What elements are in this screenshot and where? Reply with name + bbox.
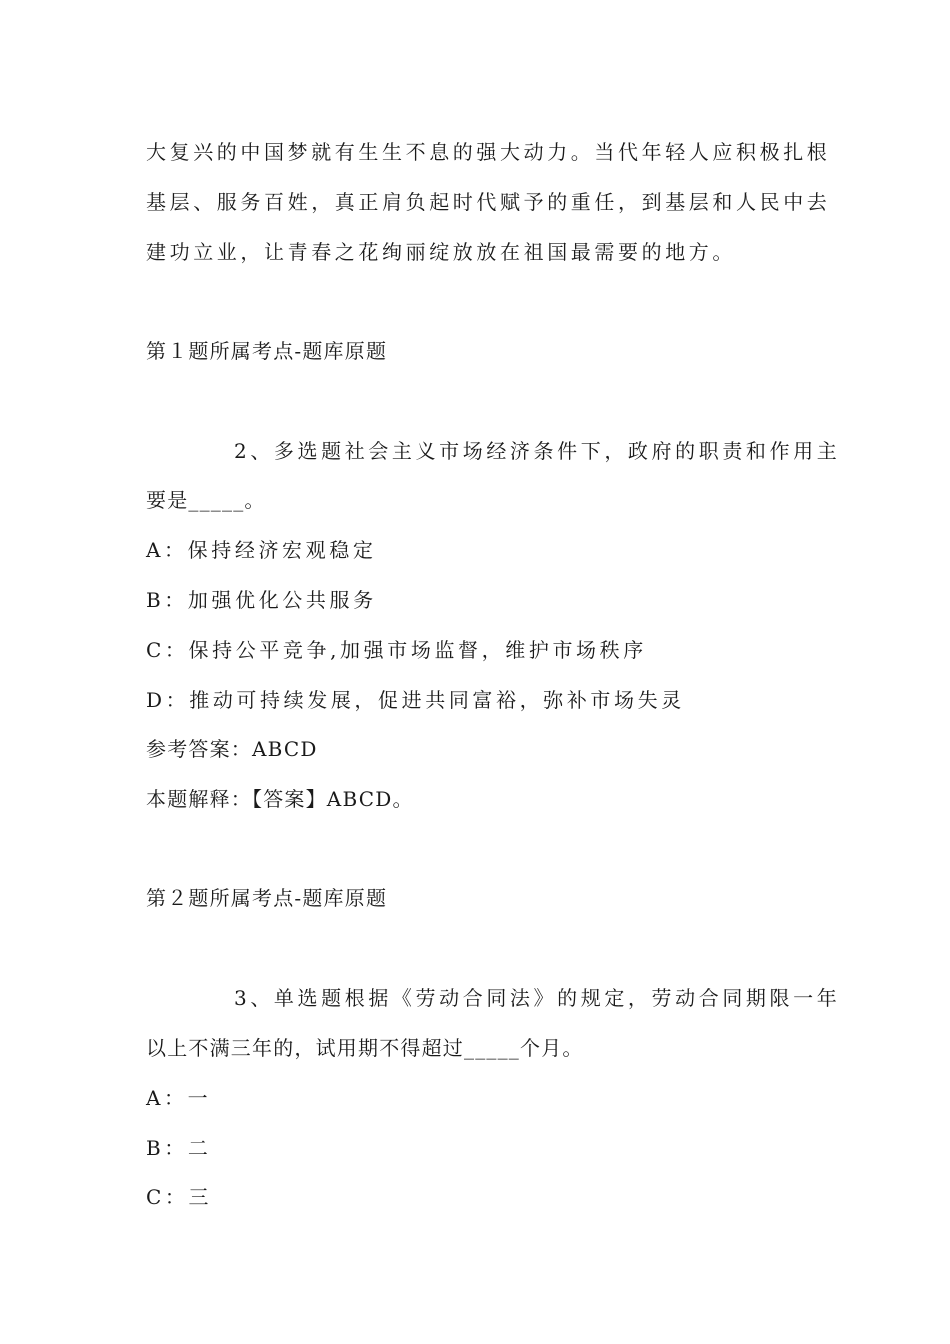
question-1-knowledge-point: 第１题所属考点-题库原题 <box>146 339 388 363</box>
question-2-stem-line-2: 要是_____。 <box>146 488 266 512</box>
question-3-option-a: A：一 <box>146 1086 212 1110</box>
question-2-option-b: B：加强优化公共服务 <box>146 588 377 612</box>
intro-line-1: 大复兴的中国梦就有生生不息的强大动力。当代年轻人应积极扎根 <box>146 140 831 164</box>
intro-line-3: 建功立业，让青春之花绚丽绽放放在祖国最需要的地方。 <box>146 240 736 264</box>
question-3-stem-line-2: 以上不满三年的，试用期不得超过_____个月。 <box>146 1036 584 1060</box>
question-2-explanation: 本题解释：【答案】ABCD。 <box>146 787 414 811</box>
question-3-stem-line-1: 3、单选题根据《劳动合同法》的规定，劳动合同期限一年 <box>234 986 841 1010</box>
intro-line-2: 基层、服务百姓，真正肩负起时代赋予的重任，到基层和人民中去 <box>146 190 831 214</box>
question-3-option-c: C：三 <box>146 1185 213 1209</box>
question-2-option-a: A：保持经济宏观稳定 <box>146 538 377 562</box>
question-2-answer: 参考答案：ABCD <box>146 737 318 761</box>
question-2-knowledge-point: 第２题所属考点-题库原题 <box>146 886 388 910</box>
question-2-stem-line-1: 2、多选题社会主义市场经济条件下，政府的职责和作用主 <box>234 439 841 463</box>
question-2-option-c: C：保持公平竞争,加强市场监督，维护市场秩序 <box>146 638 647 662</box>
question-3-option-b: B：二 <box>146 1136 212 1160</box>
question-2-option-d: D：推动可持续发展，促进共同富裕，弥补市场失灵 <box>146 688 685 712</box>
